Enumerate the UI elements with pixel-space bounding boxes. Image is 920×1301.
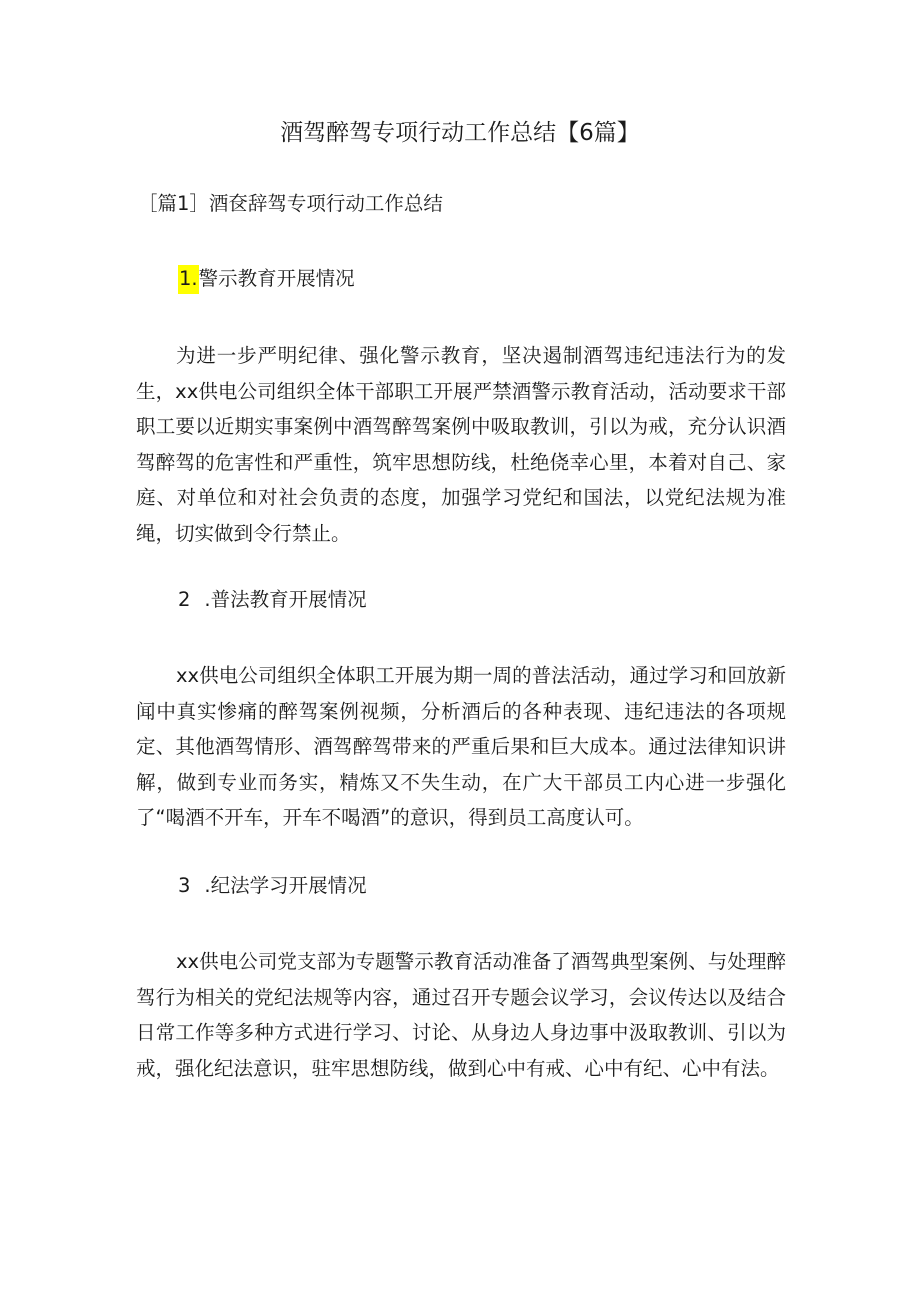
section-3-paragraph: xx供电公司党支部为专题警示教育活动准备了酒驾典型案例、与处理醉驾行为相关的党纪法规等内容，通过召开专题会议学习，会议传达以及结合日常工作等多种方式进行学习、讨论、从身边人身边事中汲取教训、引以为戒，强化纪法意识，驻牢思想防线，做到心中有戒、心中有纪、心中有法。 <box>136 950 786 1080</box>
section-3-number: 3 <box>178 874 191 897</box>
section-1-title: 警示教育开展情况 <box>198 267 355 290</box>
section-2-number: 2 <box>178 588 191 611</box>
section-3-heading <box>178 871 367 901</box>
section-3-title: .纪法学习开展情况 <box>204 874 367 897</box>
chapter-heading: ［篇1］酒奁辞驾专项行动工作总结 <box>138 192 443 215</box>
section-1-number: 1. <box>178 265 199 294</box>
document-title: 酒驾醉驾专项行动工作总结【6篇】 <box>280 120 640 146</box>
section-1-heading <box>178 264 355 294</box>
section-2-title: .普法教育开展情况 <box>204 588 367 611</box>
section-2-heading <box>178 585 367 615</box>
section-2-paragraph: xx供电公司组织全体职工开展为期一周的普法活动，通过学习和回放新闻中真实惨痛的醉驾案例视频，分析酒后的各种表现、违纪违法的各项规定、其他酒驾情形、酒驾醉驾带来的严重后果和巨大成本。通过法律知识讲解，做到专业而务实，精炼又不失生动，在广大干部员工内心进一步强化了“喝酒不开车，开车不喝酒”的意识，得到员工高度认可。 <box>136 664 786 829</box>
section-1-paragraph: 为进一步严明纪律、强化警示教育，坚决遏制酒驾违纪违法行为的发生，xx供电公司组织全体干部职工开展严禁酒警示教育活动，活动要求干部职工要以近期实事案例中酒驾醉驾案例中吸取教训，引以为戒，充分认识酒驾醉驾的危害性和严重性，筑牢思想防线，杜绝侥幸心里，本着对自己、家庭、对单位和对社会负责的态度，加强学习党纪和国法，以党纪法规为准绳，切实做到令行禁止。 <box>136 344 786 545</box>
